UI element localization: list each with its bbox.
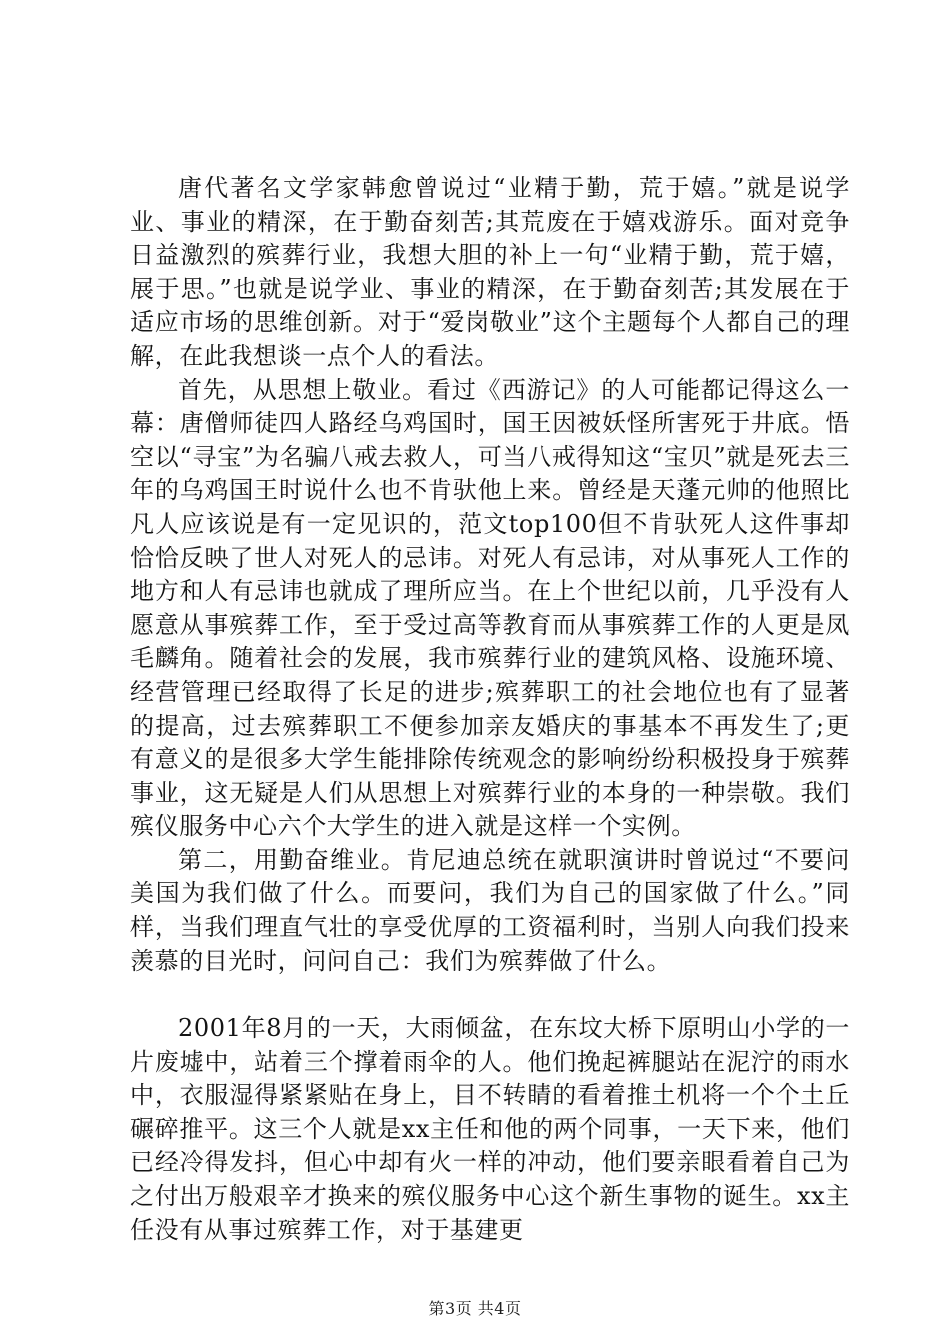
paragraph-intro: 唐代著名文学家韩愈曾说过“业精于勤，荒于嬉。”就是说学业、事业的精深，在于勤奋刻苦;其荒废在于嬉戏游乐。面对竞争日益激烈的殡葬行业，我想大胆的补上一句“业精于勤，荒于嬉，展于思。”也就是说学业、事业的精深，在于勤奋刻苦;其发展在于适应市场的思维创新。对于“爱岗敬业”这个主题每个人都自己的理解，在此我想谈一点个人的看法。	[130, 174, 850, 370]
paragraph-story: 2001年8月的一天，大雨倾盆，在东坟大桥下原明山小学的一片废墟中，站着三个撑着雨伞的人。他们挽起裤腿站在泥泞的雨水中，衣服湿得紧紧贴在身上，目不转睛的看着推土机将一个个土丘碾碎推平。这三个人就是xx主任和他的两个同事，一天下来，他们已经冷得发抖，但心中却有火一样的冲动，他们要亲眼看着自己为之付出万般艰辛才换来的殡仪服务中心这个新生事物的诞生。xx主任没有从事过殡葬工作，对于基建更	[130, 1014, 850, 1244]
paragraph-first-point: 首先，从思想上敬业。看过《西游记》的人可能都记得这么一幕：唐僧师徒四人路经乌鸡国时，国王因被妖怪所害死于井底。悟空以“寻宝”为名骗八戒去救人，可当八戒得知这“宝贝”就是死去三年的乌鸡国王时说什么也不肯驮他上来。曾经是天蓬元帅的他照比凡人应该说是有一定见识的，范文top100但不肯驮死人这件事却恰恰反映了世人对死人的忌讳。对死人有忌讳，对从事死人工作的地方和人有忌讳也就成了理所应当。在上个世纪以前，几乎没有人愿意从事殡葬工作，至于受过高等教育而从事殡葬工作的人更是凤毛麟角。随着社会的发展，我市殡葬行业的建筑风格、设施环境、经营管理已经取得了长足的进步;殡葬职工的社会地位也有了显著的提高，过去殡葬职工不便参加亲友婚庆的事基本不再发生了;更有意义的是很多大学生能排除传统观念的影响纷纷积极投身于殡葬事业，这无疑是人们从思想上对殡葬行业的本身的一种崇敬。我们殡仪服务中心六个大学生的进入就是这样一个实例。	[130, 375, 850, 841]
page-number-footer: 第3页 共4页	[428, 1299, 522, 1318]
body-text-upper	[130, 172, 850, 978]
body-text-lower	[130, 1012, 850, 1247]
paragraph-second-point: 第二，用勤奋维业。肯尼迪总统在就职演讲时曾说过“不要问美国为我们做了什么。而要问，我们为自己的国家做了什么。”同样，当我们理直气壮的享受优厚的工资福利时，当别人向我们投来羡慕的目光时，问问自己：我们为殡葬做了什么。	[130, 845, 850, 975]
